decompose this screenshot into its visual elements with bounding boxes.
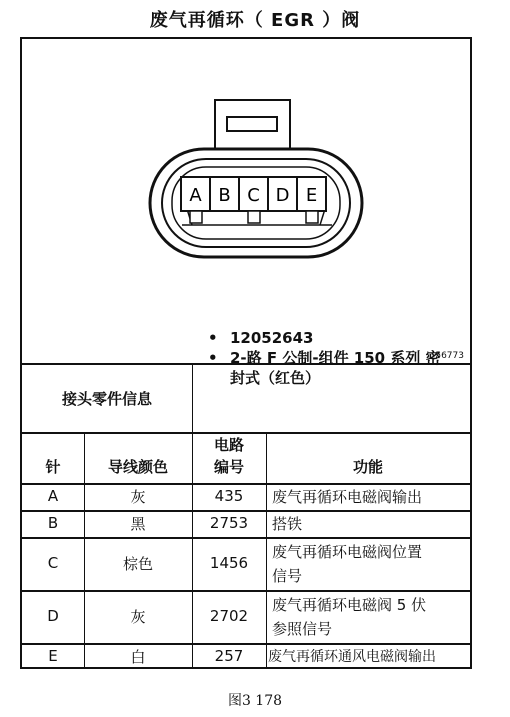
pin-cell: E (48, 647, 58, 665)
function-cell: 搭铁 (272, 514, 303, 533)
pin-label-e: E (305, 185, 318, 206)
circuit-cell: 435 (214, 487, 244, 505)
bullet-icon: • (208, 349, 218, 367)
header-function: 功能 (352, 457, 383, 476)
connector-description: 2-路 F 公制-组件 150 系列 密封式（红色） (230, 349, 441, 387)
pin-label-c: C (247, 185, 260, 206)
function-cell: 废气再循环电磁阀输出 (272, 487, 423, 506)
part-info-list (200, 328, 450, 388)
header-pin: 针 (45, 457, 61, 476)
figure-caption: 图3 178 (227, 693, 283, 709)
function-cell-line1: 废气再循环电磁阀位置 (272, 542, 423, 561)
pin-label-b: B (218, 185, 231, 206)
function-cell: 废气再循环通风电磁阀输出 (268, 649, 436, 665)
header-circuit-line1: 电路 (213, 435, 244, 454)
wire-color-cell: 灰 (130, 487, 146, 506)
pin-label-a: A (189, 185, 202, 206)
column-divider (192, 363, 193, 432)
bullet-icon: • (208, 329, 218, 347)
circuit-cell: 2702 (209, 607, 249, 625)
pin-cell: D (47, 607, 59, 625)
function-cell-line2: 参照信号 (272, 619, 333, 638)
circuit-cell: 1456 (209, 554, 249, 572)
pin-cell: A (47, 487, 59, 505)
circuit-cell: 2753 (209, 514, 249, 532)
part-number: 12052643 (230, 329, 314, 347)
circuit-cell: 257 (214, 647, 244, 665)
part-info-label: 接头零件信息 (61, 390, 152, 408)
connector-drawing (22, 39, 470, 365)
part-info-item (200, 328, 450, 348)
pin-label-d: D (275, 185, 290, 206)
wire-color-cell: 白 (130, 647, 146, 666)
pin-cell: B (47, 514, 59, 532)
header-circuit-line2: 编号 (213, 457, 244, 476)
connector-diagram (22, 39, 470, 365)
pin-cell: C (47, 554, 59, 572)
page-title: 废气再循环（ EGR ）阀 (149, 10, 361, 31)
function-cell-line2: 信号 (272, 566, 303, 585)
wire-color-cell: 灰 (130, 607, 146, 626)
wire-color-cell: 黑 (130, 514, 146, 533)
function-cell-line1: 废气再循环电磁阀 5 伏 (272, 595, 427, 614)
figure-id: 56773 (435, 351, 464, 361)
part-info-item (200, 348, 450, 388)
header-wire-color: 导线颜色 (107, 457, 168, 476)
wire-color-cell: 棕色 (122, 554, 153, 573)
